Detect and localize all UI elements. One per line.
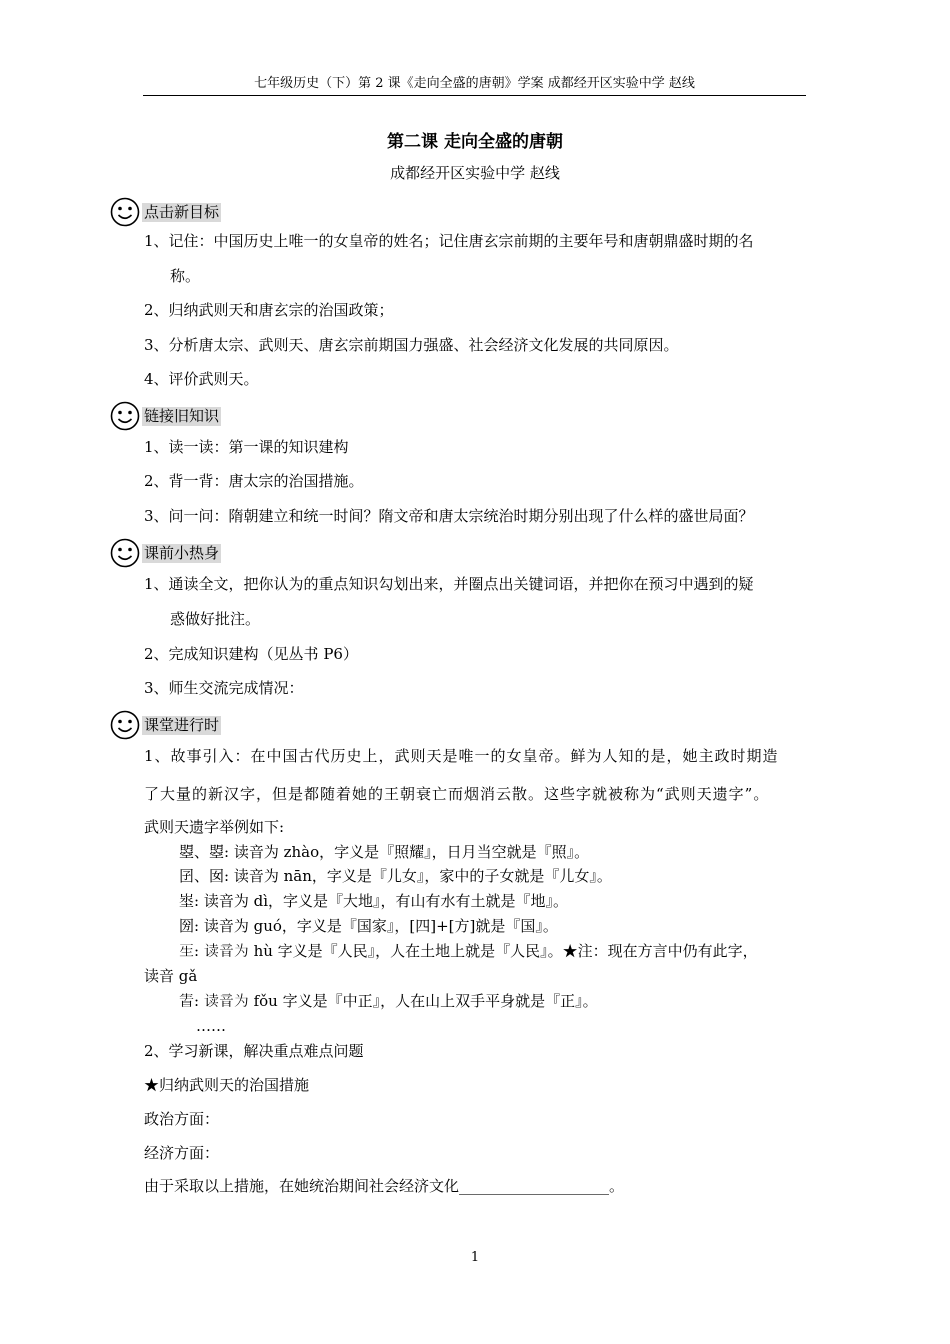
preview-line: 1、通读全文，把你认为的重点知识勾划出来，并圈点出关键词语，并把你在预习中遇到的疑: [144, 575, 754, 593]
goal-line: 2、归纳武则天和唐玄宗的治国政策；: [144, 301, 394, 319]
smiley-icon: [110, 401, 140, 431]
section-label: 课前小热身: [144, 543, 220, 562]
page-header: 七年级历史（下）第 2 课《走向全盛的唐朝》学案 成都经开区实验中学 赵线: [143, 75, 806, 96]
page-title: 第二课 走向全盛的唐朝: [387, 132, 563, 152]
classroom-line: 圀: 读音为 guó，字义是『国家』，[四]+[方]就是『国』。: [179, 917, 558, 935]
classroom-line: 由于采取以上措施，在她统治期间社会经济文化____________________。: [144, 1177, 625, 1195]
section-heading-classroom: [110, 710, 221, 740]
classroom-line: ★归纳武则天的治国措施: [144, 1076, 310, 1094]
review-line: 1、读一读：第一课的知识建构: [144, 438, 349, 456]
review-line: 2、背一背：唐太宗的治国措施。: [144, 472, 364, 490]
classroom-line: 曌、曌: 读音为 zhào，字义是『照耀』，日月当空就是『照』。: [179, 843, 590, 861]
section-label: 课堂进行时: [144, 715, 220, 734]
classroom-line: 埊: 读音为 dì，字义是『大地』，有山有水有土就是『地』。: [179, 892, 568, 910]
classroom-line: 𤯔: 读音为 hù 字义是『人民』，人在土地上就是『人民』。★注：现在方言中仍有此字，: [179, 942, 758, 960]
goal-line: 称。: [170, 267, 201, 285]
classroom-line: 囝、囡: 读音为 nān，字义是『儿女』，家中的子女就是『儿女』。: [179, 867, 612, 885]
review-line: 3、问一问：隋朝建立和统一时间？隋文帝和唐太宗统治时期分别出现了什么样的盛世局面？: [144, 507, 754, 525]
page-number: 1: [470, 1250, 480, 1265]
classroom-line: 政治方面：: [144, 1110, 220, 1128]
goal-line: 4、评价武则天。: [144, 370, 259, 388]
section-label: 链接旧知识: [144, 406, 220, 425]
classroom-line: 1、故事引入：在中国古代历史上，武则天是唯一的女皇帝。鲜为人知的是，她主政时期造: [144, 747, 779, 765]
classroom-line: 经济方面：: [144, 1144, 220, 1162]
smiley-icon: [110, 538, 140, 568]
preview-line: 惑做好批注。: [170, 610, 261, 628]
classroom-line: ……: [196, 1017, 226, 1035]
goal-line: 1、记住：中国历史上唯一的女皇帝的姓名；记住唐玄宗前期的主要年号和唐朝鼎盛时期的名: [144, 232, 754, 250]
section-label: 点击新目标: [144, 202, 220, 221]
classroom-line: 2、学习新课，解决重点难点问题: [144, 1042, 364, 1060]
smiley-icon: [110, 197, 140, 227]
classroom-line: 武则天遗字举例如下:: [144, 818, 285, 836]
section-heading-preview: [110, 538, 221, 568]
classroom-line: 𤯣: 读音为 fǒu 字义是『中正』，人在山上双手平身就是『正』。: [179, 992, 598, 1010]
smiley-icon: [110, 710, 140, 740]
classroom-line: 读音 gǎ: [144, 967, 198, 985]
classroom-line: 了大量的新汉字，但是都随着她的王朝衰亡而烟消云散。这些字就被称为“武则天遗字”。: [144, 785, 770, 803]
goal-line: 3、分析唐太宗、武则天、唐玄宗前期国力强盛、社会经济文化发展的共同原因。: [144, 336, 679, 354]
page-subtitle: 成都经开区实验中学 赵线: [390, 164, 560, 182]
preview-line: 3、师生交流完成情况：: [144, 679, 304, 697]
section-heading-review: [110, 401, 221, 431]
section-heading-goals: [110, 197, 221, 227]
preview-line: 2、完成知识建构（见丛书 P6）: [144, 645, 358, 663]
